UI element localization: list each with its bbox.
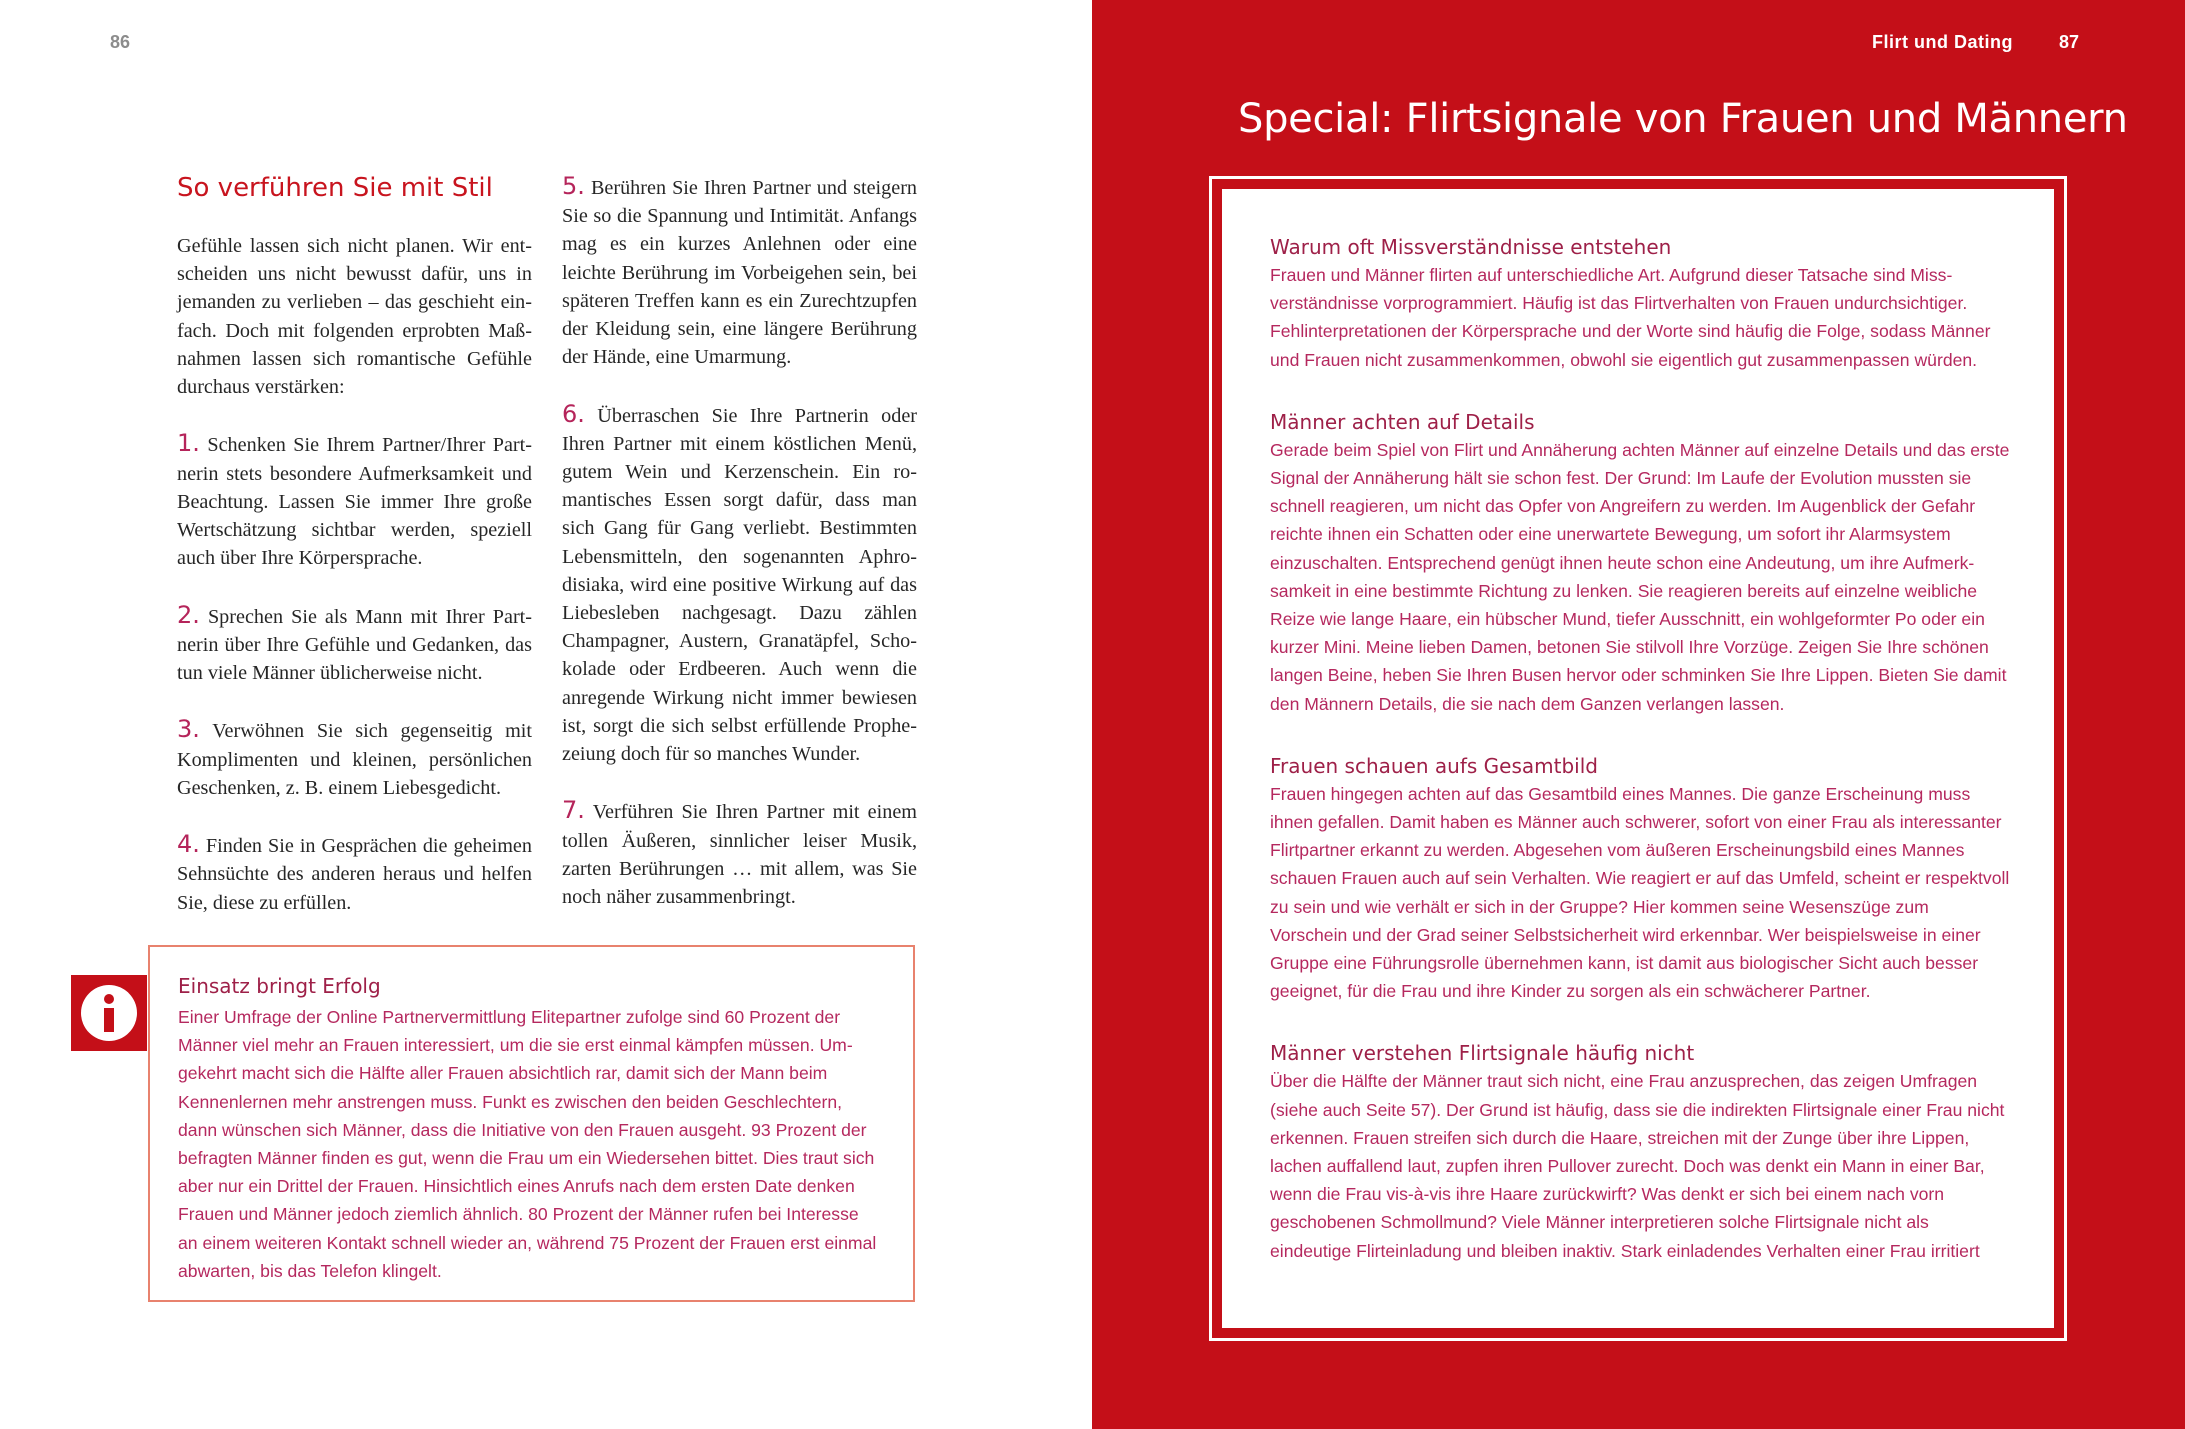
special-section-heading: Warum oft Missverständnisse entstehen <box>1270 235 1672 259</box>
list-item <box>177 715 532 802</box>
left-page <box>0 0 1092 1429</box>
intro-paragraph: Gefühle lassen sich nicht planen. Wir entscheiden uns nicht bewusst dafür, uns in jemanden zu verlieben – das geschieht einfach. Doch mit folgenden erprobten Maßnahmen lassen sich romantische Gefühle durchaus verstärken: <box>177 235 532 399</box>
special-section <box>1270 1039 2010 1264</box>
list-text: Überraschen Sie Ihre Partnerin oder Ihren Partner mit einem köstlichen Menü, gutem Wein und Kerzenschein. Ein romantisches Essen sorgt dafür, dass man sich Gang für Gang verliebt. Bestimmten Lebensmitteln, den sogenannten Aphrodisiaka, wird eine positive Wirkung auf das Liebesleben nachgesagt. Dazu zählen Champagner, Austern, Granatäpfel, Schokolade oder Erdbeeren. Auch wenn die anregende Wirkung nicht immer bewiesen ist, sorgt die sich selbst erfüllende Prophezeiung doch für so manches Wunder. <box>562 404 917 766</box>
info-box-text: Einer Umfrage der Online Partnervermittlung Elitepartner zufolge sind 60 Prozent der Männer viel mehr an Frauen interessiert, um die sie erst einmal kämpfen müssen. Umgekehrt macht sich die Hälfte aller Frauen absichtlich rar, damit sich der Mann beim Kennenlernen mehr anstrengen muss. Funkt es zwischen den beiden Geschlechtern, dann wünschen sich Männer, dass die Initiative von den Frauen ausgeht. 93 Prozent der befragten Männer finden es gut, wenn die Frau um ein Wiedersehen bittet. Dies traut sich aber nur ein Drittel der Frauen. Hinsichtlich eines Anrufs nach dem ersten Date denken Frauen und Männer jedoch ziemlich ähnlich. 80 Prozent der Männer rufen bei Interesse an einem weiteren Kontakt schnell wieder an, während 75 Prozent der Frauen erst einmal abwarten, bis das Telefon klingelt. <box>178 1007 877 1281</box>
running-head: Flirt und Dating <box>1872 32 2013 52</box>
list-number: 7. <box>562 796 585 825</box>
info-box-title: Einsatz bringt Erfolg <box>178 974 381 998</box>
list-text: Verwöhnen Sie sich gegenseitig mit Komplimenten und kleinen, persönlichen Geschenken, z. B. einem Liebesgedicht. <box>177 720 532 799</box>
list-item <box>562 400 917 769</box>
page-number-right: 87 <box>2058 32 2079 52</box>
info-icon <box>71 975 147 1051</box>
page-number-left: 86 <box>110 32 131 52</box>
list-number: 2. <box>177 600 200 629</box>
list-number: 6. <box>562 399 585 428</box>
special-section-heading: Männer verstehen Flirtsignale häufig nicht <box>1270 1041 1695 1066</box>
special-section <box>1270 408 2010 718</box>
special-section-body: Über die Hälfte der Männer traut sich nicht, eine Frau anzusprechen, das zeigen Umfragen (siehe auch Seite 57). Der Grund ist häufig, dass sie die indirekten Flirtsignale einer Frau nicht erkennen. Frauen streifen sich durch die Haare, streichen mit der Zunge über ihre Lippen, lachen auffallend laut, zupfen ihren Pullover zurecht. Doch was denkt ein Mann in einer Bar, wenn die Frau vis-à-vis ihre Haare zurückwirft? Was denkt er sich bei einem nach vorn geschobenen Schmollmund? Viele Männer interpretieren solche Flirtsignale nicht als eindeutige Flirteinladung und bleiben inaktiv. Stark einladendes Verhalten einer Frau irritiert <box>1270 1071 2005 1261</box>
list-item <box>562 796 917 911</box>
special-section-body: Frauen hingegen achten auf das Gesamtbild eines Mannes. Die ganze Erscheinung muss ihnen gefallen. Damit haben es Männer auch schwerer, sofort von einer Frau als interessanter Flirtpartner erkannt zu werden. Abgesehen vom äußeren Erscheinungsbild eines Mannes schauen Frauen auch auf sein Verhalten. Wie reagiert er auf das Umfeld, scheint er respektvoll zu sein und wie verhält er sich in der Gruppe? Hier kommen seine Wesenszüge zum Vorschein und der Grad seiner Selbstsicherheit wird erkennbar. Wer beispielsweise in einer Gruppe eine Führungsrolle übernehmen kann, ist damit aus biologischer Sicht auch besser geeignet, für die Frau und ihre Kinder zu sorgen als ein schwächerer Partner. <box>1270 783 2010 1002</box>
list-item <box>177 830 532 917</box>
special-section <box>1270 233 2010 374</box>
list-item <box>562 172 917 371</box>
special-section-body: Gerade beim Spiel von Flirt und Annäherung achten Männer auf einzelne Details und das erste Signal der Annäherung hält sie schon fest. Der Grund: Im Laufe der Evolution mussten sie schnell reagieren, um nicht das Opfer von Angreifern zu werden. Im Augenblick der Gefahr reichte ihnen ein Schatten oder eine unerwartete Bewegung, um sofort ihr Alarmsystem einzuschalten. Entsprechend genügt ihnen heute schon eine Andeutung, um ihre Aufmerksamkeit in eine bestimmte Richtung zu lenken. Sie reagieren bereits auf einzelne weibliche Reize wie lange Haare, ein hübscher Mund, tiefer Ausschnitt, ein wohlgeformter Po oder ein kurzer Mini. Meine lieben Damen, betonen Sie stilvoll Ihre Vorzüge. Zeigen Sie Ihre schönen langen Beine, heben Sie Ihren Busen hervor oder schminken Sie Ihre Lippen. Bieten Sie damit den Männern Details, die sie nach dem Ganzen verlangen lassen. <box>1270 439 2010 714</box>
special-section-heading: Männer achten auf Details <box>1270 409 1535 434</box>
list-text: Sprechen Sie als Mann mit Ihrer Partnerin über Ihre Gefühle und Gedanken, das tun viele Männer üblicherweise nicht. <box>177 605 533 685</box>
special-section-heading: Frauen schauen aufs Gesamtbild <box>1270 753 1598 778</box>
list-text: Verführen Sie Ihren Partner mit einem tollen Äußeren, sinnlicher leiser Musik, zarten Berührungen … mit allem, was Sie noch näher zusammenbringt. <box>562 801 918 909</box>
list-text: Berühren Sie Ihren Partner und steigern Sie so die Spannung und Intimität. Anfangs mag es ein kurzes Anlehnen oder eine leichte Berührung im Vorbeigehen sein, bei späteren Treffen kann es ein Zurechtzupfen der Kleidung sein, eine längere Berührung der Hände, eine Umarmung. <box>562 177 918 369</box>
list-text: Finden Sie in Gesprächen die geheimen Sehnsüchte des anderen heraus und helfen Sie, diese zu erfüllen. <box>177 835 532 914</box>
info-dot <box>104 994 114 1004</box>
special-content <box>1270 233 2010 1299</box>
special-section-body: Frauen und Männer flirten auf unterschiedliche Art. Aufgrund dieser Tatsache sind Missverständnisse vorprogrammiert. Häufig ist das Flirtverhalten von Frauen undurchsichtiger. Fehlinterpretationen der Körpersprache und der Worte sind häufig die Folge, sodass Männer und Frauen nicht zusammenkommen, obwohl sie eigentlich gut zusammenpassen würden. <box>1270 265 1991 370</box>
special-title: Special: Flirtsignale von Frauen und Männern <box>1238 96 2128 142</box>
special-panel <box>1222 189 2054 1328</box>
info-box <box>148 945 915 1302</box>
list-item <box>177 601 532 688</box>
special-section <box>1270 752 2010 1006</box>
section-title: So verführen Sie mit Stil <box>177 173 493 203</box>
list-number: 5. <box>562 172 585 200</box>
info-circle <box>81 985 137 1041</box>
list-text: Schenken Sie Ihrem Partner/Ihrer Partnerin stets besondere Aufmerksamkeit und Beachtung. Lassen Sie immer Ihre große Wertschätzung sichtbar werden, speziell auch über Ihre Körpersprache. <box>177 434 532 570</box>
list-item <box>177 429 532 572</box>
list-number: 4. <box>177 830 200 859</box>
list-number: 1. <box>177 429 200 458</box>
text-column-right <box>562 172 917 939</box>
info-bar <box>104 1008 114 1032</box>
text-column-left <box>177 232 532 945</box>
list-number: 3. <box>177 715 200 744</box>
